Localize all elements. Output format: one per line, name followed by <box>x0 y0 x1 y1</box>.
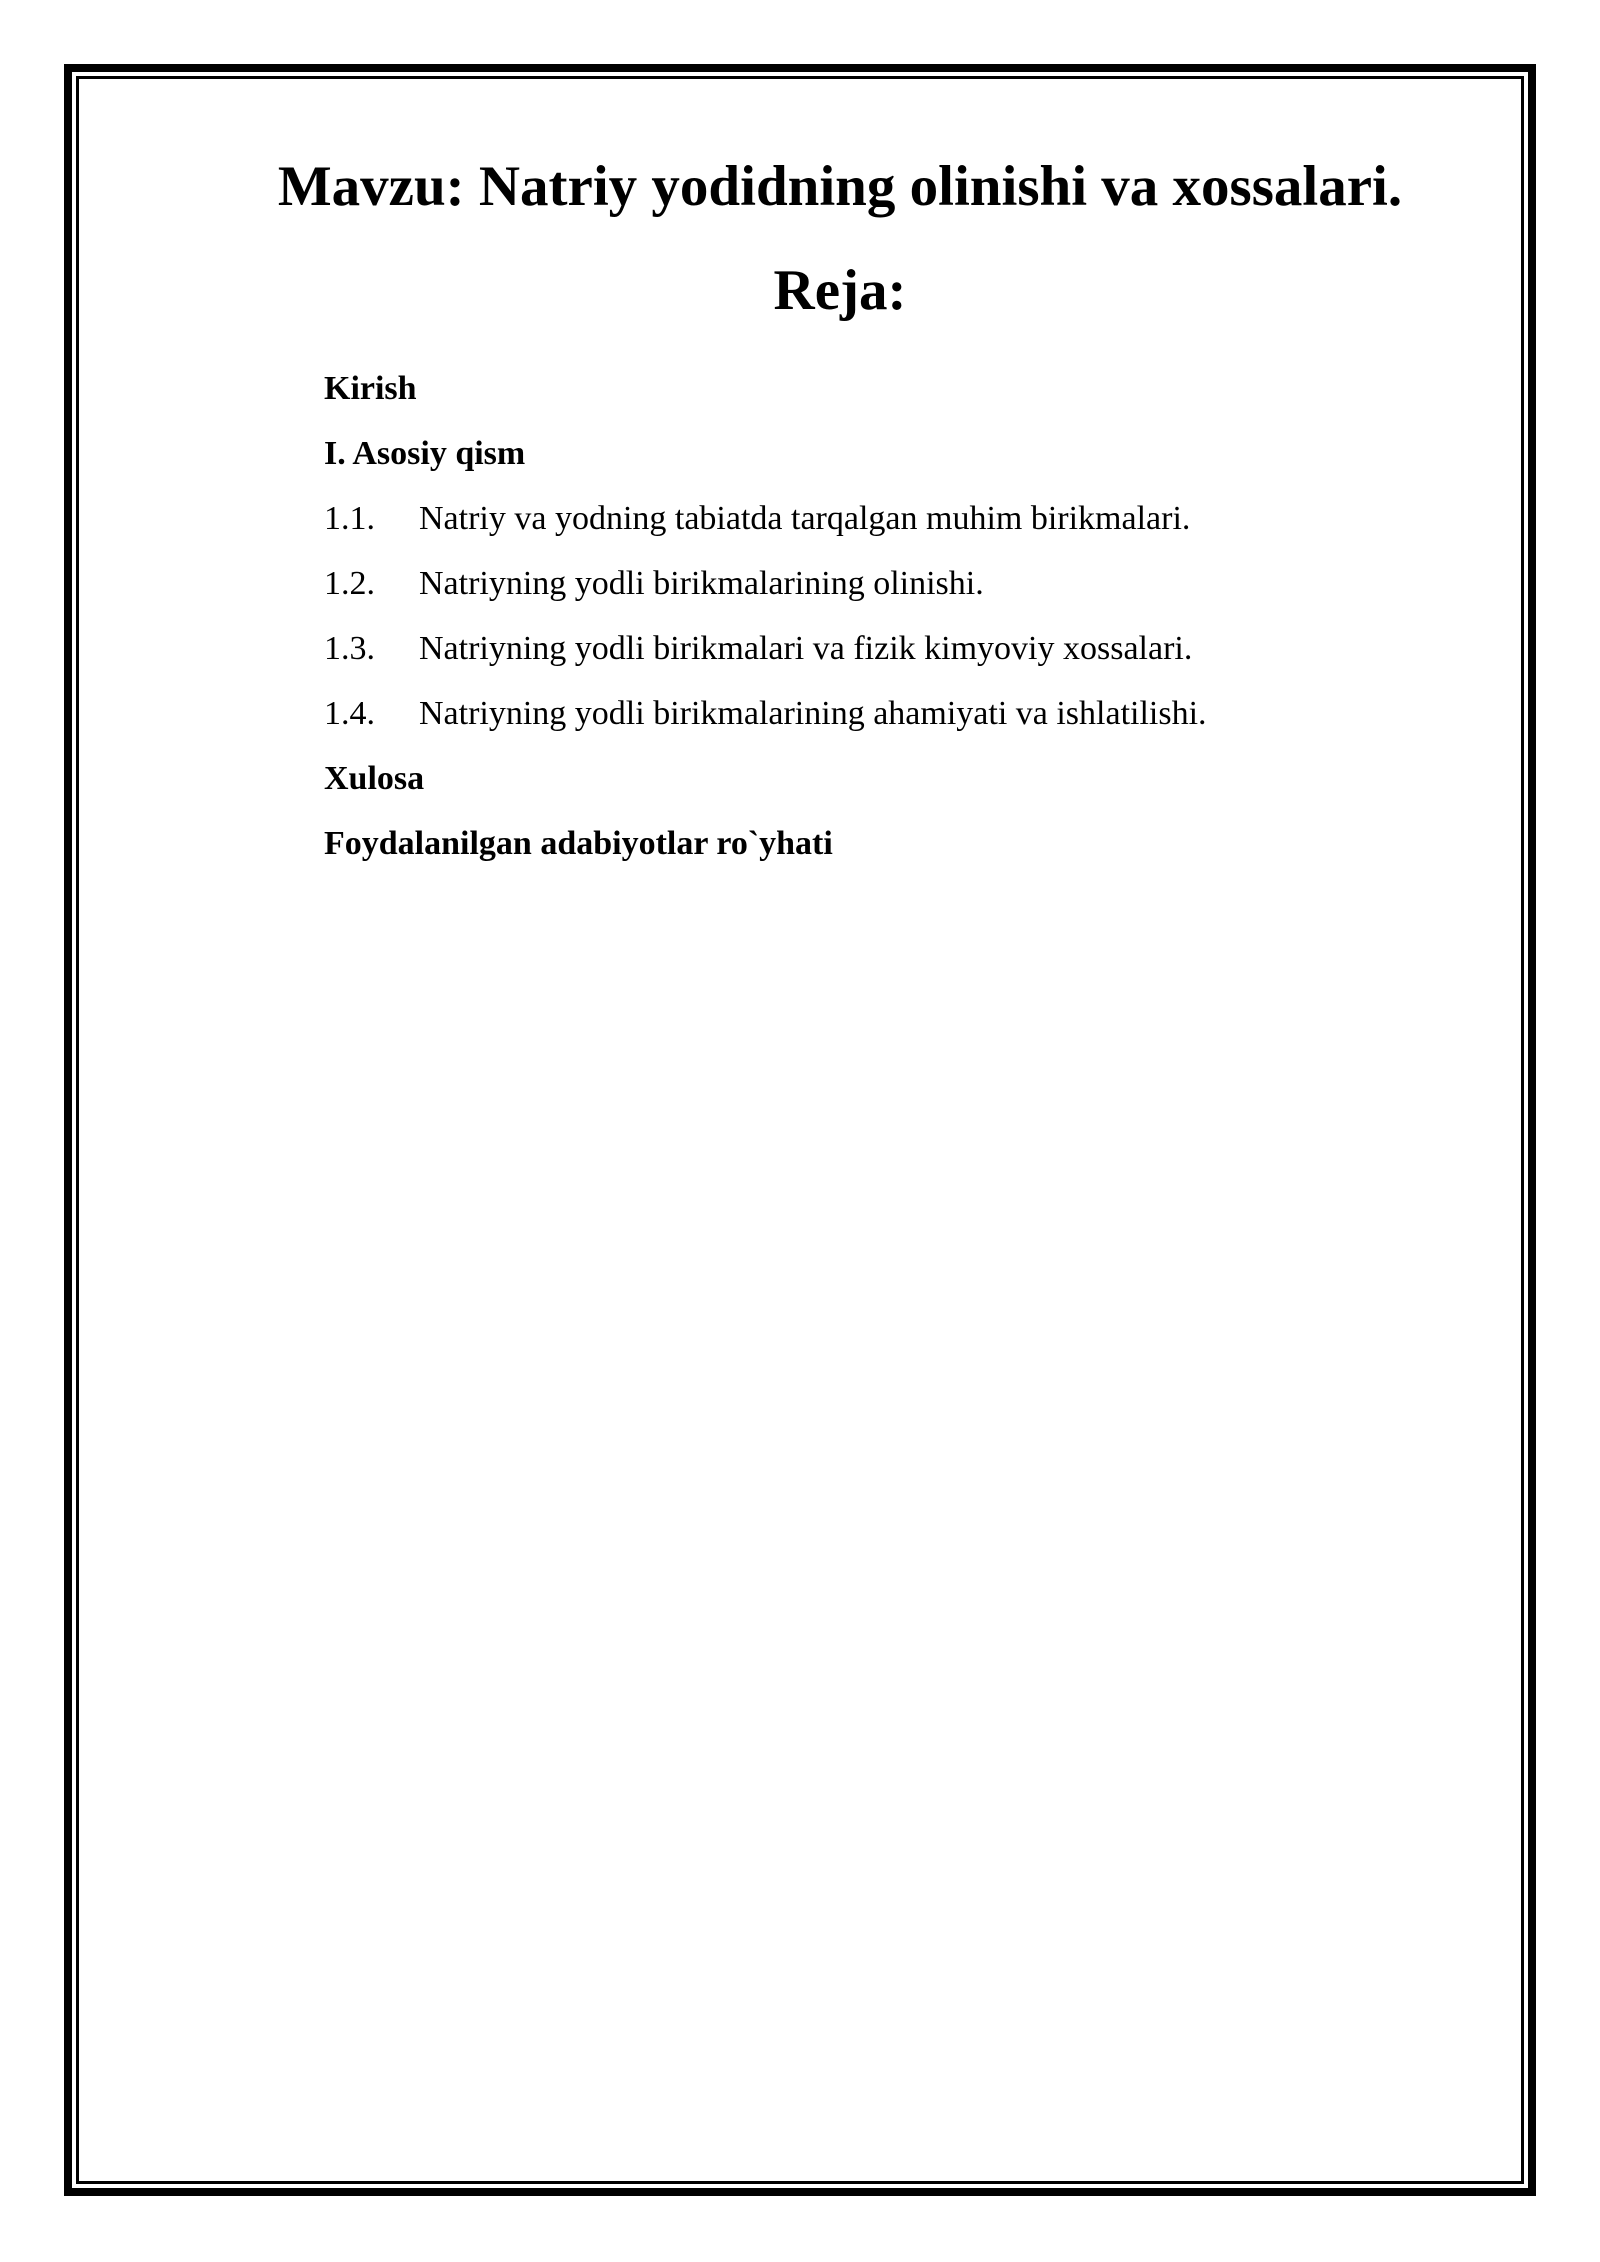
plan-conclusion: Xulosa <box>324 760 425 797</box>
plan-item-text: Natriyning yodli birikmalarining ahamiyati va ishlatilishi. <box>419 695 1207 732</box>
plan-item-number: 1.4. <box>324 695 375 732</box>
plan-heading: Reja: <box>773 259 907 322</box>
plan-item <box>324 551 1474 616</box>
plan-item-number: 1.1. <box>324 500 375 537</box>
plan-item-number: 1.3. <box>324 630 375 667</box>
plan-list <box>324 356 1474 876</box>
document-title: Mavzu: Natriy yodidning olinishi va xossalari. <box>277 155 1403 218</box>
plan-item-number: 1.2. <box>324 565 375 602</box>
plan-item-text: Natriyning yodli birikmalari va fizik kimyoviy xossalari. <box>419 630 1193 667</box>
plan-references: Foydalanilgan adabiyotlar ro`yhati <box>324 825 833 862</box>
plan-intro: Kirish <box>324 370 417 407</box>
plan-item <box>324 486 1474 551</box>
plan-item-text: Natriyning yodli birikmalarining olinishi. <box>419 565 984 602</box>
plan-item <box>324 681 1474 746</box>
plan-item <box>324 616 1474 681</box>
plan-main-part: I. Asosiy qism <box>324 435 526 472</box>
plan-item-text: Natriy va yodning tabiatda tarqalgan muhim birikmalari. <box>419 500 1191 537</box>
